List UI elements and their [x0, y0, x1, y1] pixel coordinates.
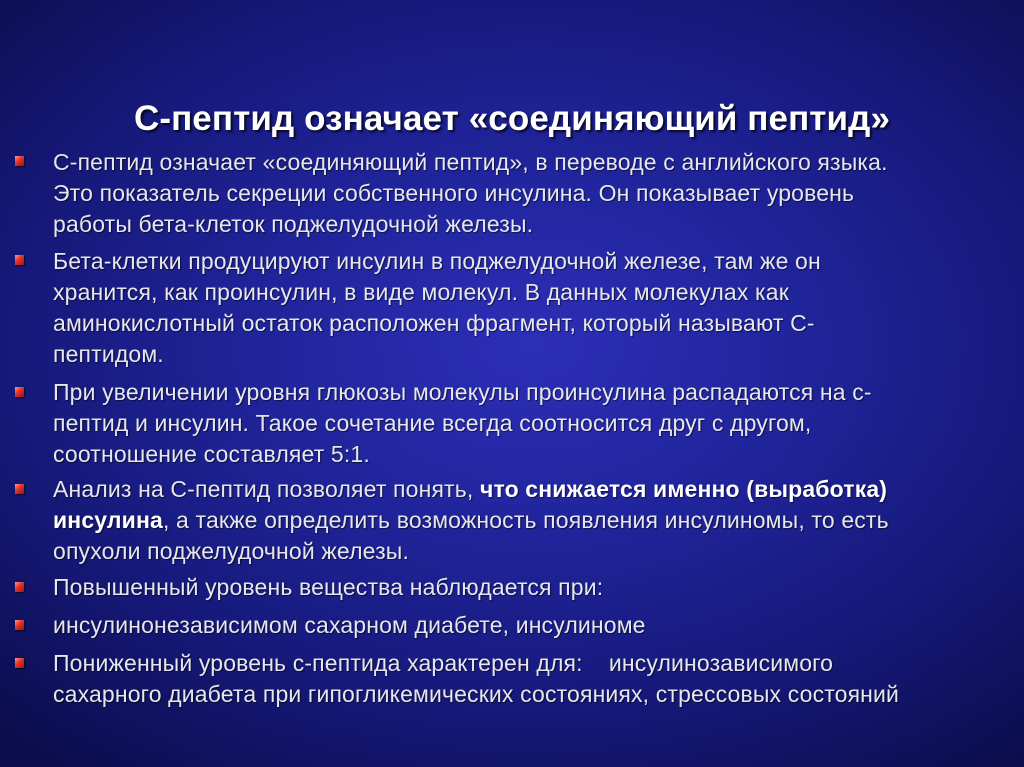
bullet-square-icon	[15, 387, 24, 397]
bullet-text-7	[53, 648, 1003, 710]
text-line: С-пептид означает «соединяющий пептид», в переводе с английского языка.	[53, 149, 888, 175]
bullet-square-icon	[15, 620, 24, 630]
text-line: При увеличении уровня глюкозы молекулы проинсулина распадаются на с-	[53, 379, 872, 405]
text-normal: , а также определить возможность появления инсулиномы, то есть	[162, 507, 889, 533]
bullet-text-5	[53, 572, 1003, 603]
bullet-square-icon	[15, 658, 24, 668]
text-line	[53, 474, 1003, 505]
text-normal: Анализ на С-пептид позволяет понять,	[53, 476, 480, 502]
text-line: пептид и инсулин. Такое сочетание всегда соотносится друг с другом,	[53, 410, 812, 436]
text-line: аминокислотный остаток расположен фрагмент, который называют С-	[53, 310, 815, 336]
bullet-square-icon	[15, 484, 24, 494]
text-line: соотношение составляет 5:1.	[53, 441, 370, 467]
text-bold: что снижается именно (выработка)	[479, 476, 888, 502]
text-line: Это показатель секреции собственного инсулина. Он показывает уровень	[53, 180, 855, 206]
text-line: хранится, как проинсулин, в виде молекул. В данных молекулах как	[53, 279, 789, 305]
bullet-text-6	[53, 610, 1003, 641]
text-line: опухоли поджелудочной железы.	[53, 538, 410, 564]
slide-title: С-пептид означает «соединяющий пептид»	[133, 99, 891, 139]
bullet-text-1	[53, 147, 1003, 240]
text-line	[53, 505, 1003, 536]
text-line: работы бета-клеток поджелудочной железы.	[53, 211, 534, 237]
bullet-square-icon	[15, 255, 24, 265]
bullet-text-2	[53, 246, 1003, 370]
text-line: инсулинонезависимом сахарном диабете, инсулиноме	[53, 612, 646, 638]
bullet-text-4	[53, 474, 1003, 567]
bullet-square-icon	[15, 582, 24, 592]
text-line: Пониженный уровень с-пептида характерен для: инсулинозависимого	[53, 650, 834, 676]
text-bold: инсулина	[53, 507, 163, 533]
text-line: сахарного диабета при гипогликемических состояниях, стрессовых состояний	[53, 681, 900, 707]
text-line: Повышенный уровень вещества наблюдается при:	[53, 574, 604, 600]
bullet-text-3	[53, 377, 1003, 470]
text-line: Бета-клетки продуцируют инсулин в поджелудочной железе, там же он	[53, 248, 821, 274]
bullet-square-icon	[15, 156, 24, 166]
text-line: пептидом.	[53, 341, 164, 367]
